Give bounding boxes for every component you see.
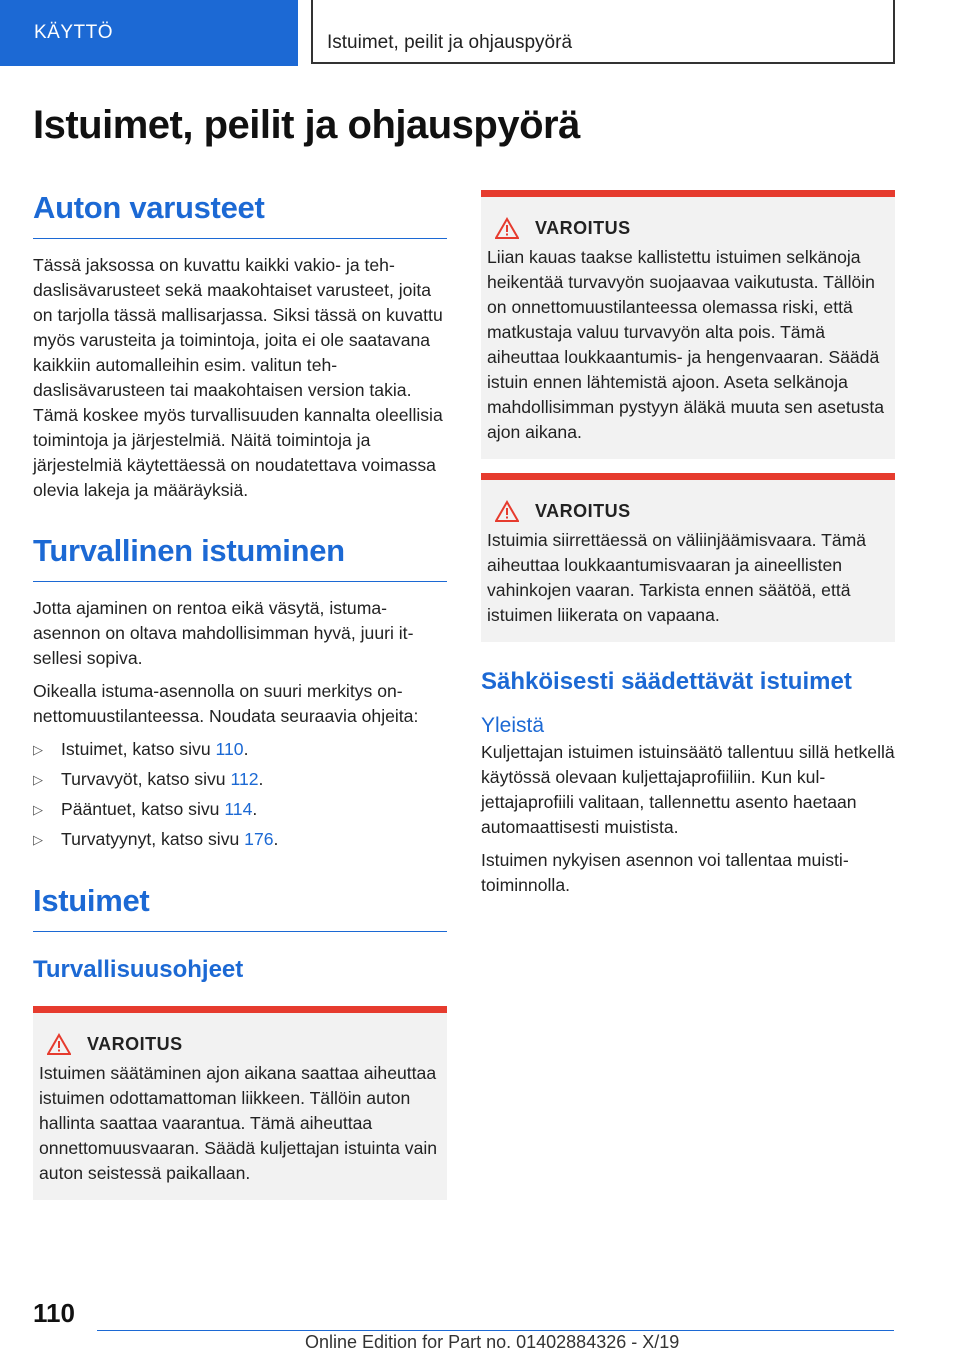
warning-box — [481, 190, 895, 459]
page-link-112[interactable]: 112 — [230, 769, 259, 789]
paragraph-muistitoiminto: Istuimen nykyisen asennon voi tallentaa muistitoiminnolla. — [481, 850, 849, 895]
paragraph-ohjeet: Oikealla istuma-asennolla on suuri merkitys onnettomuustilanteessa. Noudata seuraavia ohjeita: — [33, 681, 419, 726]
warning-title: VAROITUS — [87, 1033, 183, 1054]
list-item: ▷ Turvavyöt, katso sivu 112. — [33, 767, 447, 792]
triangle-right-icon: ▷ — [33, 742, 43, 757]
warning-text: Istuimia siirrettäessä on väliinjäämisvaara. Tämä aiheuttaa loukkaantumisvaaran ja aineellisten vahinkojen vaaran. Tarkista ennen säätöä, että istuimen liikerata on vapaana. — [487, 530, 867, 625]
page-header — [0, 0, 960, 66]
left-column — [33, 190, 447, 1210]
list-item: ▷ Turvatyynyt, katso sivu 176. — [33, 827, 447, 852]
header-chapter-tab[interactable] — [311, 0, 895, 64]
page-link-114[interactable]: 114 — [224, 799, 253, 819]
section-title-turvallinen-istuminen: Turvallinen istuminen — [33, 533, 447, 582]
right-column — [481, 190, 895, 906]
warning-text: Liian kauas taakse kallistettu istuimen selkänoja heikentää turvavyön suojaavaa vaikutusta. Tällöin on onnettomuustilanteessa olemassa riski, että matkustaja valuu turvavyön alta pois. Tämä aiheuttaa loukkaantumis- ja hengenvaaran. Säädä istuin ennen lähtemistä ajoon. Aseta selkänoja mahdollisimman pystyyn äläkä muuta sen asetusta ajon aikana. — [487, 247, 885, 442]
subheading-yleista: Yleistä — [481, 714, 545, 737]
footer-divider — [97, 1330, 894, 1331]
warning-triangle-icon — [47, 1033, 71, 1055]
warning-triangle-icon — [495, 217, 519, 239]
page-link-176[interactable]: 176 — [244, 829, 274, 849]
warning-triangle-icon — [495, 500, 519, 522]
header-chapter-label: Istuimet, peilit ja ohjauspyörä — [327, 32, 573, 53]
paragraph-istuinsaato: Kuljettajan istuimen istuinsäätö tallentuu sillä hetkellä käytössä olevaan kuljettajaprofiiliin. Kun kuljettajaprofiili valitaan, tallennettu asento haetaan automaattisesti muistista. — [481, 742, 895, 837]
warning-box — [481, 473, 895, 642]
footer-edition: Online Edition for Part no. 01402884326 - X/19 — [305, 1332, 680, 1352]
warning-text: Istuimen säätäminen ajon aikana saattaa aiheuttaa istuimen odottamattoman liikkeen. Tällöin auton hallinta saattaa vaarantua. Tämä aiheuttaa onnettomuusvaaran. Säädä kuljettajan istuinta vain auton seistessä paikallaan. — [39, 1063, 438, 1183]
section-text-auton-varusteet: Tässä jaksossa on kuvattu kaikki vakio- ja tehdaslisävarusteet sekä maakohtaiset varusteet, joita on tarjolla tässä mallisarjassa. Siksi tässä on kuvattu myös varusteita ja toimintoja, joita ei ole saatavana kaikkiin automalleihin esim. valitun tehdaslisävarusteen tai maakohtaisen version takia. Tämä koskee myös turvallisuuden kannalta oleellisia toimintoja ja järjestelmiä. Näitä toimintoja ja järjestelmiä käytettäessä on noudatettava voimassa olevia lakeja ja määräyksiä. — [33, 255, 443, 500]
page-title: Istuimet, peilit ja ohjauspyörä — [33, 103, 580, 147]
triangle-right-icon: ▷ — [33, 802, 43, 817]
warning-title: VAROITUS — [535, 217, 631, 238]
section-title-istuimet: Istuimet — [33, 883, 447, 932]
subsection-title-turvallisuusohjeet: Turvallisuusohjeet — [33, 956, 244, 983]
reference-list — [33, 737, 447, 852]
page-link-110[interactable]: 110 — [215, 739, 244, 759]
list-item: ▷ Pääntuet, katso sivu 114. — [33, 797, 447, 822]
subsection-title-sahkoisesti-saadettavat: Sähköisesti säädettävät istuimet — [481, 668, 852, 695]
triangle-right-icon: ▷ — [33, 772, 43, 787]
warning-title: VAROITUS — [535, 500, 631, 521]
header-section-tab[interactable]: KÄYTTÖ — [0, 0, 298, 66]
paragraph-istuma-asento: Jotta ajaminen on rentoa eikä väsytä, istuma-asennon on oltava mahdollisimman hyvä, juuri itsellesi sopiva. — [33, 598, 414, 668]
triangle-right-icon: ▷ — [33, 832, 43, 847]
warning-box — [33, 1006, 447, 1200]
section-title-auton-varusteet: Auton varusteet — [33, 190, 447, 239]
page-number: 110 — [33, 1298, 75, 1328]
list-item: ▷ Istuimet, katso sivu 110. — [33, 737, 447, 762]
